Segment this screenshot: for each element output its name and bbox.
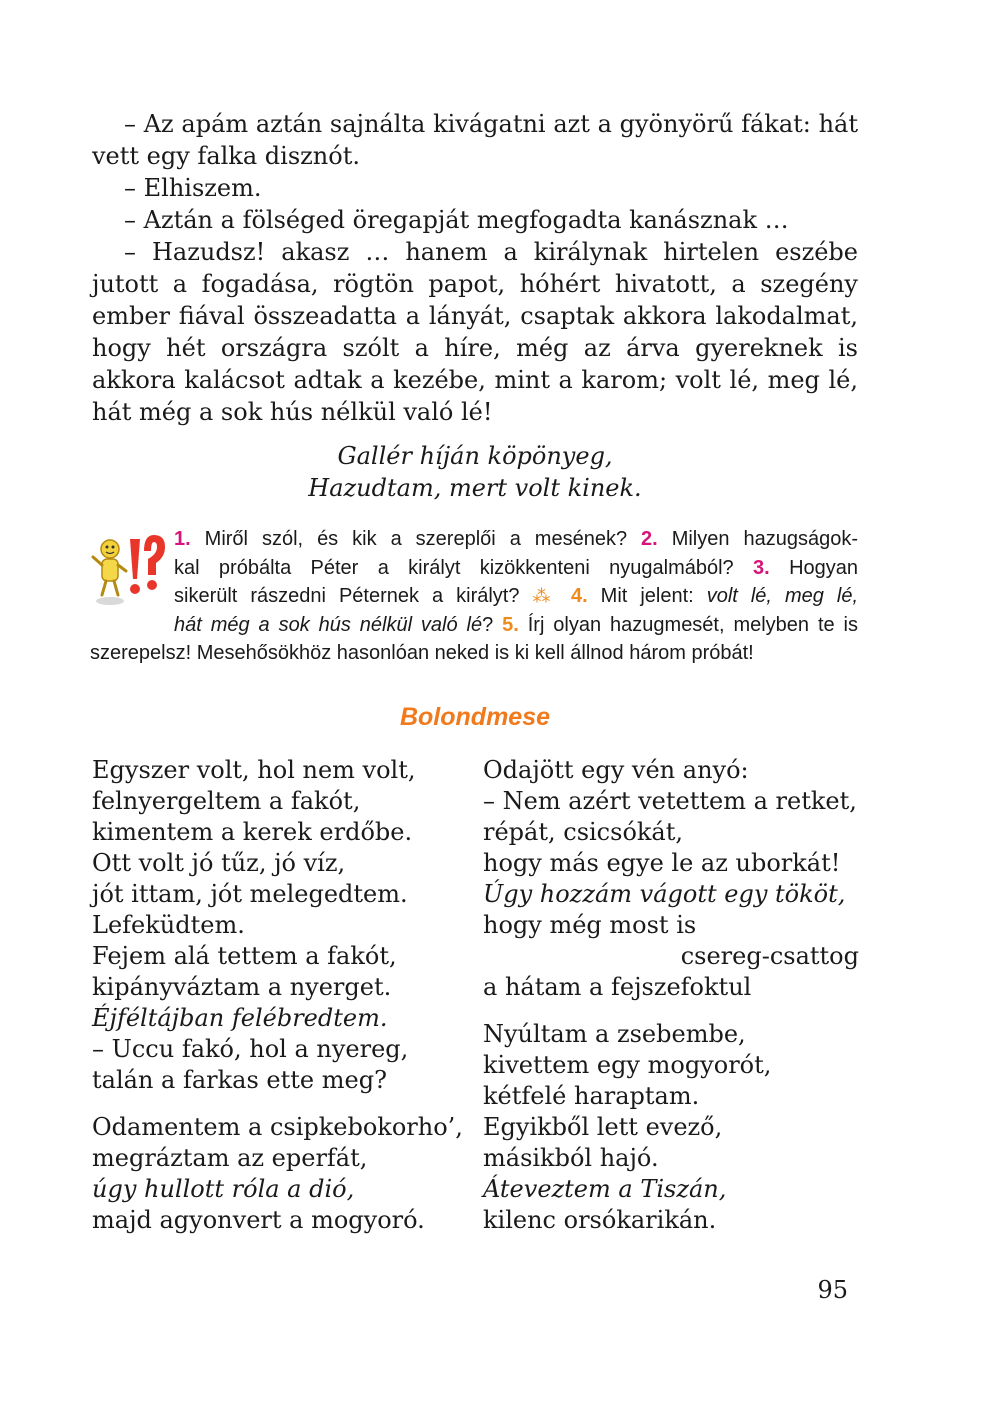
poem-line: Ott volt jó tűz, jó víz, (92, 849, 346, 877)
poem-line: – Uccu fakó, hol a nyereg, (92, 1035, 409, 1063)
poem-line: Lefeküdtem. (92, 911, 245, 939)
section-title: Bolondmese (399, 703, 551, 731)
poem-line: kilenc orsókarikán. (483, 1206, 717, 1234)
prose-paragraph: – Elhiszem. (124, 174, 262, 202)
poem-line: Odajött egy vén anyó: (483, 756, 749, 784)
question-number: 3. (753, 556, 770, 579)
poem-line: Odamentem a csipkebokorho’, (92, 1113, 463, 1141)
question-text: Írj olyan hazugmesét, melyben te is (518, 613, 859, 636)
poem-column-left (92, 755, 462, 1236)
poem-line: Éjféltájban felébredtem. (92, 1004, 388, 1032)
poem-line: hogy még most is (483, 911, 697, 939)
poem-line: felnyergeltem a fakót, (92, 787, 361, 815)
poem-line: Egyikből lett evező, (483, 1113, 723, 1141)
prose-paragraph: – Aztán a fölséged öregapját megfogadta kanásznak … (124, 206, 789, 234)
poem-line: kimentem a kerek erdőbe. (92, 818, 413, 846)
poem-line: úgy hullott róla a dió, (92, 1175, 355, 1203)
question-text: ? (482, 613, 503, 636)
stanza-gap (483, 1003, 859, 1019)
poem-line: kivettem egy mogyorót, (483, 1051, 772, 1079)
poem-line: kipányváztam a nyerget. (92, 973, 392, 1001)
rhyme-line: Hazudtam, mert volt kinek. (308, 474, 642, 502)
questions-text (90, 525, 858, 668)
poem-line: Úgy hozzám vágott egy tököt, (483, 880, 846, 908)
question-number: 2. (641, 528, 658, 550)
question-text: szerepelsz! Mesehősökhöz hasonlóan neked is ki kell állnod három próbát! (90, 642, 754, 664)
question-text: Mit jelent: (587, 585, 707, 607)
poem-line: jót ittam, jót melegedtem. (92, 880, 408, 908)
poem-line: másikból hajó. (483, 1144, 659, 1172)
question-line (90, 611, 858, 640)
poem-line: Egyszer volt, hol nem volt, (92, 756, 416, 784)
prose-paragraph: – Hazudsz! akasz … hanem a királynak hirtelen eszébe jutott a fogadása, rögtön papot, hóhért hivatott, a szegény ember fiával összeadatta a lányát, csaptak akkora lakodalmat, hogy hét országra szólt a híre, még az árva gyereknek is akkora kalácsot adtak a kezébe, mint a karom; volt lé, meg lé, hát még a sok hús nélkül való lé! (92, 238, 858, 426)
rhyme-line: Gallér híján köpönyeg, (337, 442, 613, 470)
poem-line: hogy más egye le az uborkát! (483, 849, 841, 877)
question-text: kal próbálta Péter a királyt kizökkenteni nyugalmából? (174, 556, 754, 579)
poem-line: kétfelé haraptam. (483, 1082, 700, 1110)
closing-rhyme (92, 440, 858, 504)
story-prose (92, 108, 858, 428)
question-text: sikerült rászedni Péternek a királyt? (174, 585, 533, 607)
poem-line: Fejem alá tettem a fakót, (92, 942, 397, 970)
poem-line: a hátam a fejszefoktul (483, 973, 752, 1001)
poem-line: – Nem azért vetettem a retket, (483, 787, 857, 815)
poem-column-right (483, 755, 859, 1236)
question-number: 1. (174, 528, 191, 550)
question-text: Miről szól, és kik a szereplői a mesének? (190, 528, 642, 550)
poem-line: talán a farkas ette meg? (92, 1066, 387, 1094)
questions-box (90, 525, 858, 668)
question-line (90, 554, 858, 583)
poem-line: Áteveztem a Tiszán, (483, 1175, 727, 1203)
question-text (558, 585, 571, 607)
poem-line: majd agyonvert a mogyoró. (92, 1206, 425, 1234)
question-text: Milyen hazugságok- (657, 528, 858, 550)
question-text: volt lé, meg lé, (706, 585, 859, 607)
asterism-icon: ⁂ (532, 586, 558, 606)
question-text: Hogyan (769, 556, 859, 579)
question-number: 5. (502, 613, 519, 636)
question-line (90, 582, 858, 611)
poem-line: Nyúltam a zsebembe, (483, 1020, 746, 1048)
poem-line: megráztam az eperfát, (92, 1144, 368, 1172)
question-number: 4. (570, 585, 588, 607)
question-line (90, 639, 858, 668)
question-text: hát még a sok hús nélkül való lé (174, 613, 483, 636)
stanza-gap (92, 1096, 462, 1112)
prose-paragraph: – Az apám aztán sajnálta kivágatni azt a gyönyörű fákat: hát vett egy falka disznót. (92, 110, 858, 170)
poem-line: csereg-csattog (680, 942, 859, 970)
question-line (90, 525, 858, 554)
question-exclamation-icon (90, 527, 166, 611)
page-number: 95 (817, 1276, 848, 1304)
poem-line: répát, csicsókát, (483, 818, 684, 846)
